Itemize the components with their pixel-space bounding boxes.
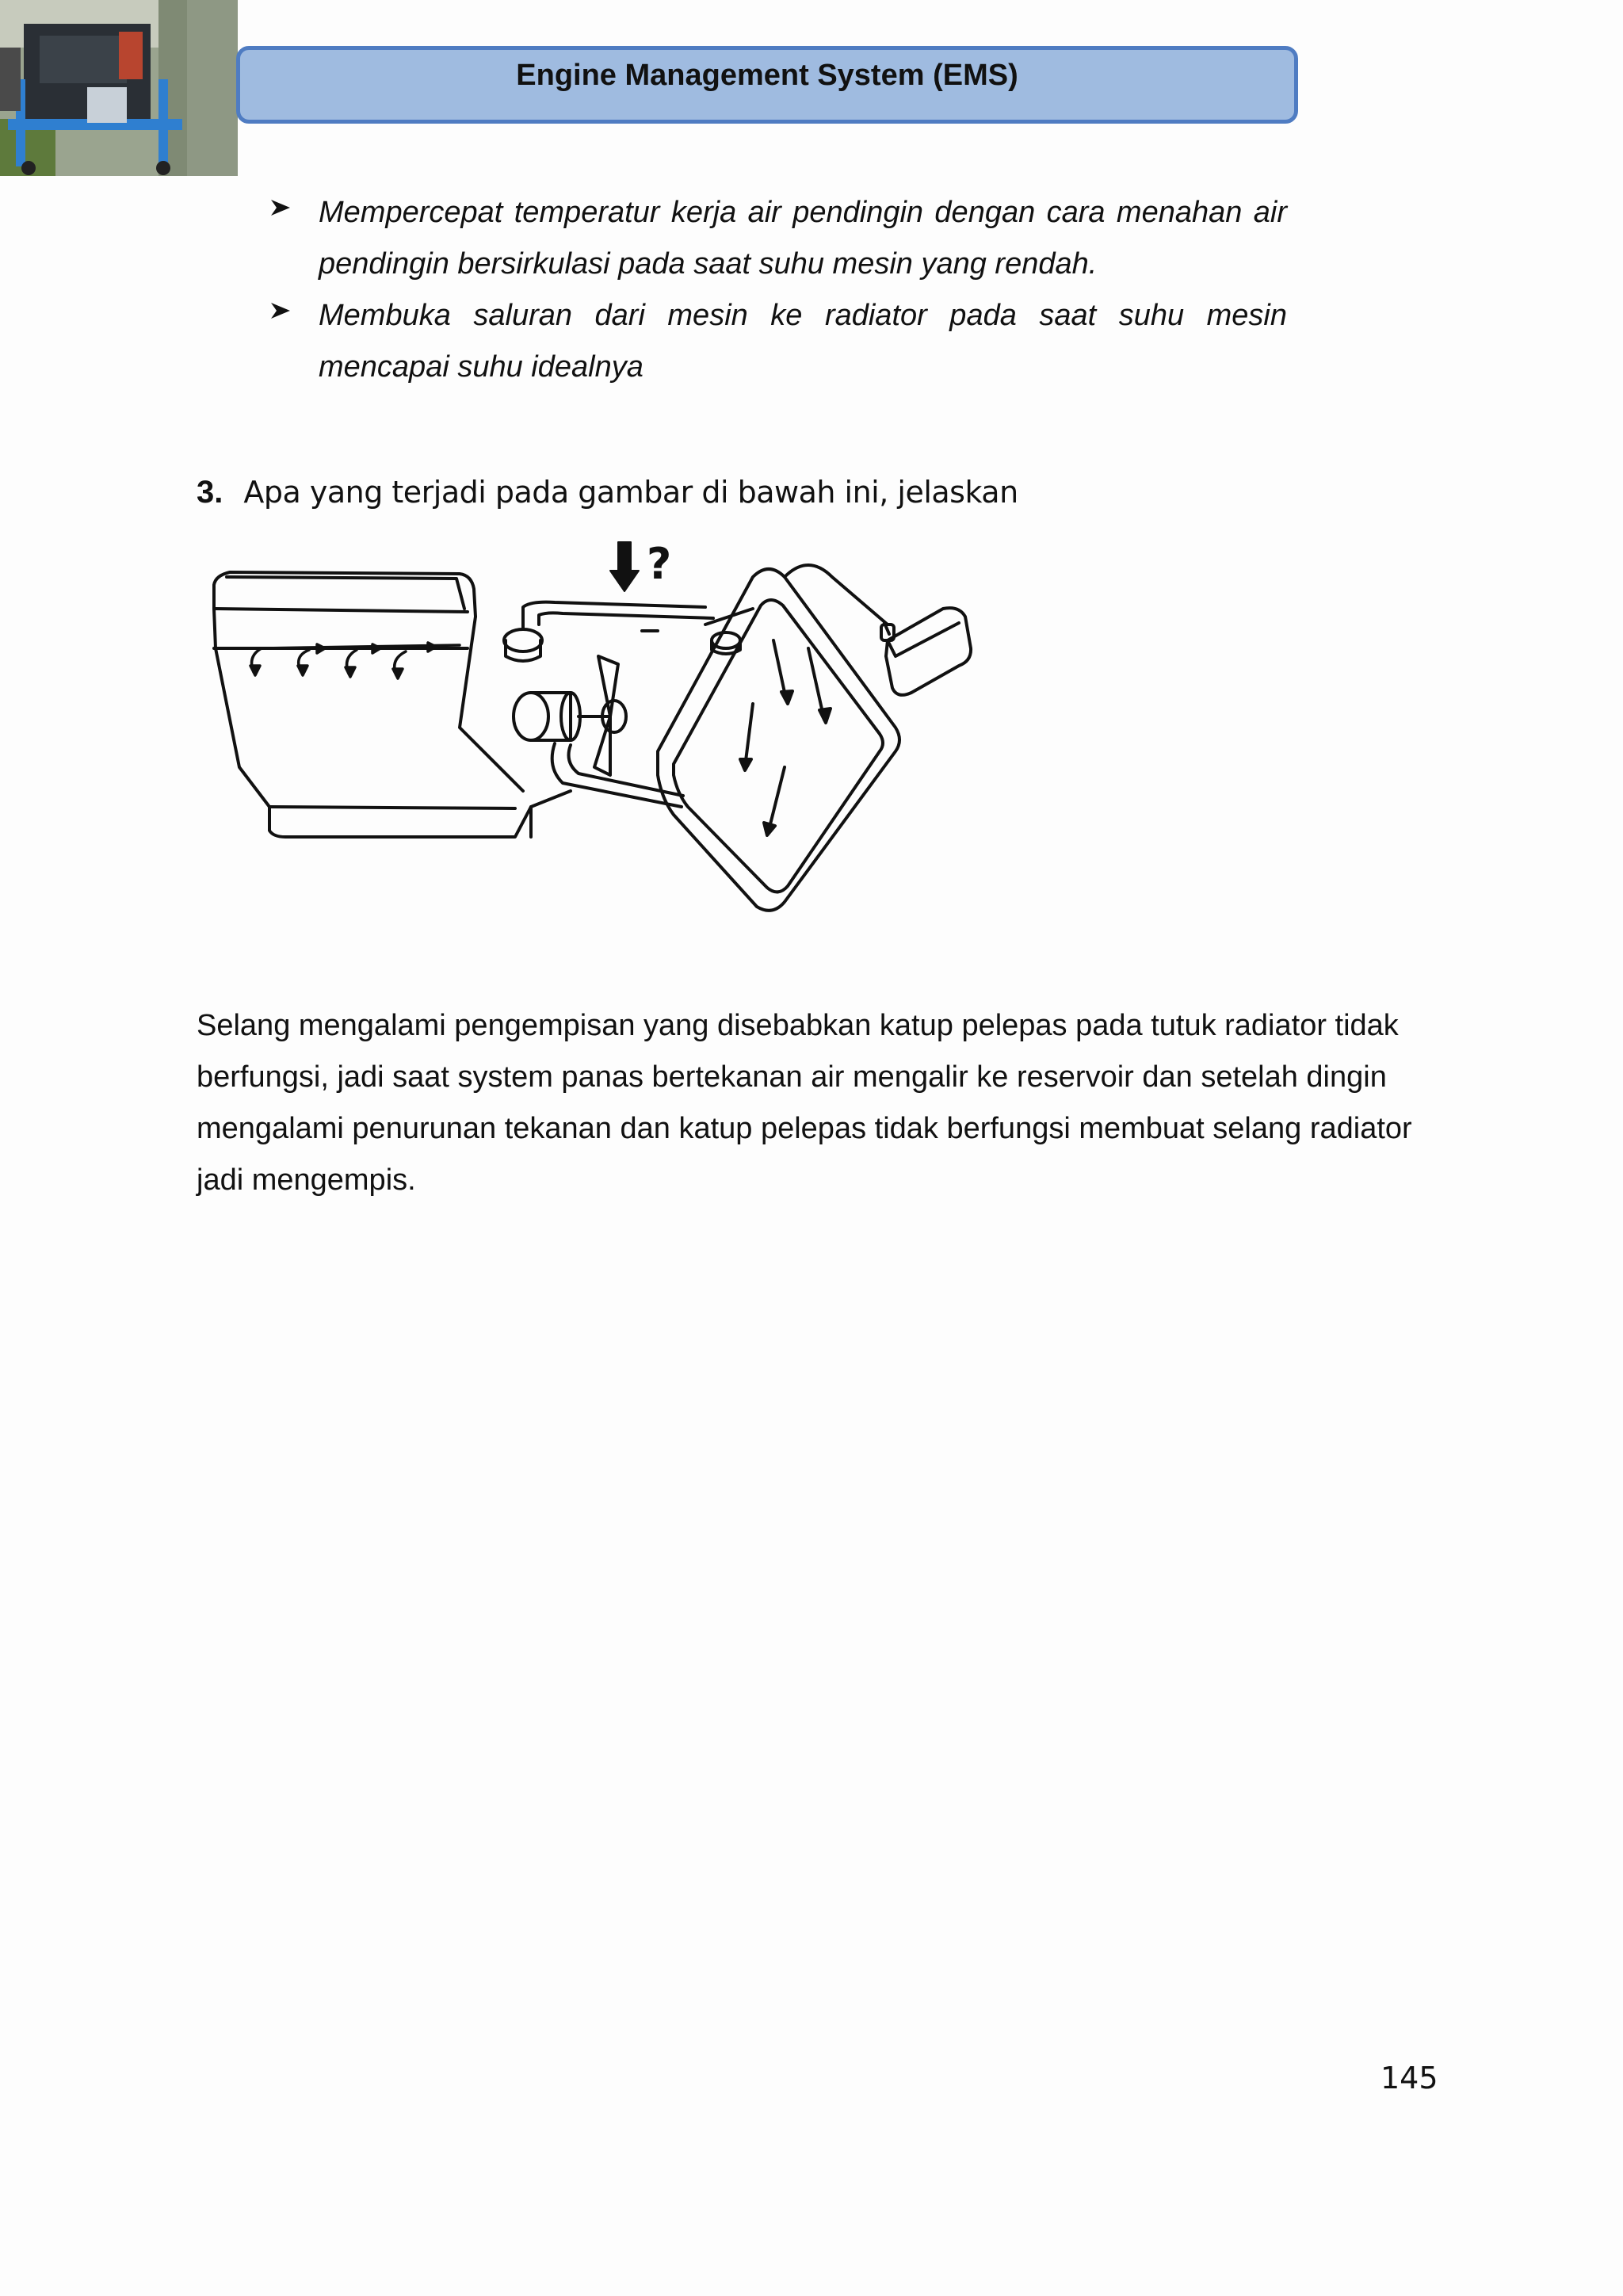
engine-trainer-photo	[0, 0, 238, 176]
bullet-text: Membuka saluran dari mesin ke radiator pada saat suhu mesin mencapai suhu idealnya	[319, 299, 1287, 384]
question-number: 3.	[197, 475, 223, 510]
arrow-bullet-icon	[269, 192, 293, 223]
page-number: 145	[1381, 2061, 1438, 2095]
question-text: Apa yang terjadi pada gambar di bawah ini, jelaskan	[243, 475, 1018, 510]
arrow-bullet-icon	[269, 295, 293, 327]
upper-hose	[504, 602, 713, 661]
answer-paragraph: Selang mengalami pengempisan yang disebabkan katup pelepas pada tutuk radiator tidak berfungsi, jadi saat system panas bertekanan air mengalir ke reservoir dan setelah dingin mengalami penurunan tekanan dan katup pelepas tidak berfungsi membuat selang radiator jadi mengempis.	[197, 1009, 1412, 1197]
down-arrow-icon	[610, 542, 639, 591]
reservoir-tank	[785, 565, 971, 695]
cooling-system-diagram	[198, 529, 991, 957]
bullet-text: Mempercepat temperatur kerja air pendingin dengan cara menahan air pendingin bersirkulasi pada saat suhu mesin yang rendah.	[319, 196, 1287, 281]
list-item	[269, 187, 1287, 290]
question-mark-label: ?	[647, 539, 672, 589]
coolant-flow-arrows	[250, 643, 460, 678]
list-item	[269, 290, 1287, 393]
bullet-list	[269, 187, 1287, 393]
question	[197, 474, 1018, 510]
radiator	[658, 569, 899, 911]
header-title: Engine Management System (EMS)	[516, 59, 1018, 92]
